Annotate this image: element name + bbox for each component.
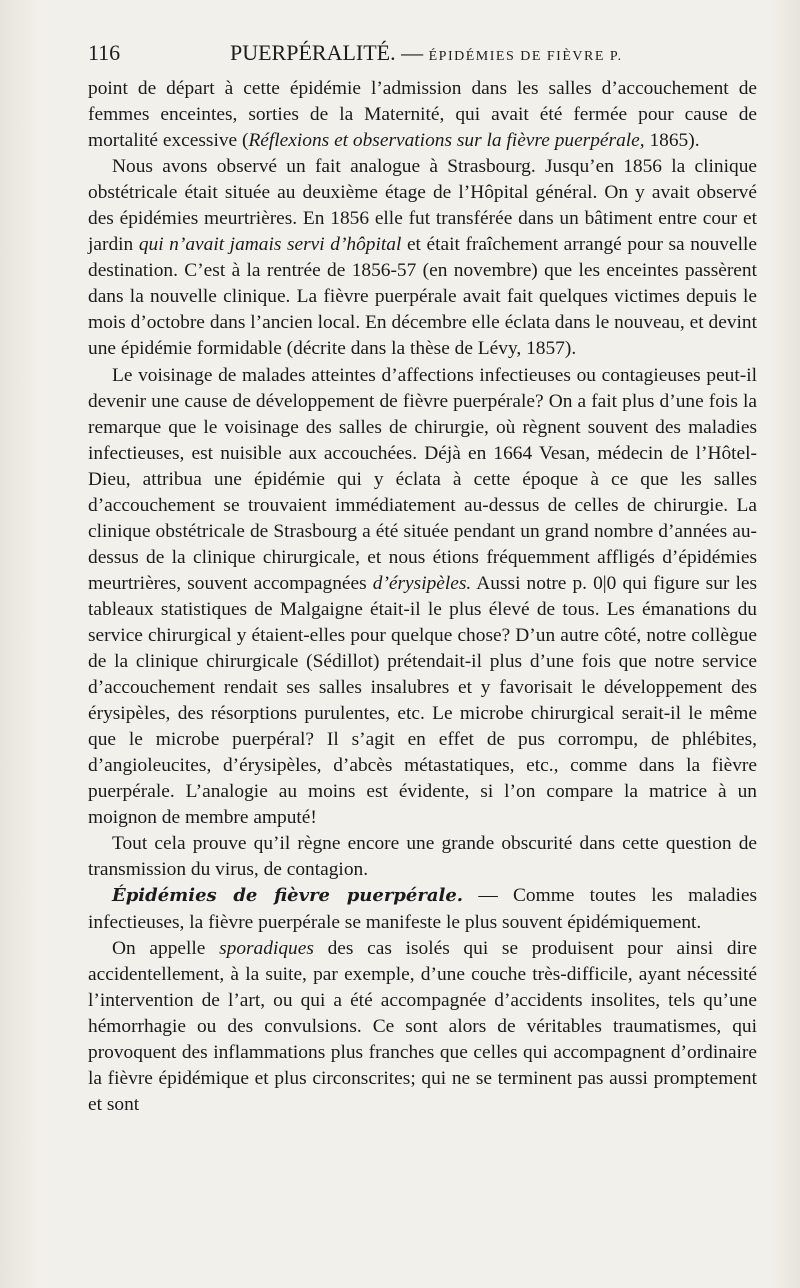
running-title-dash: — [395,40,429,65]
paragraph-4: Tout cela prouve qu’il règne encore une grande obscurité dans cette question de transmission du virus, de contagion. [88,833,757,881]
running-header [88,40,758,70]
paragraph-1-text-a: point de départ à cette épidémie l’admission dans les salles d’accouchement de femmes enceintes, sorties de la Maternité, qui avait été fermée pour cause de mortalité excessive ( [88,78,757,152]
paragraph-3-text-b: Aussi notre p. 0|0 qui figure sur les tableaux statistiques de Malgaigne était-il le plus élevé de tous. Les émanations du service chirurgical y étaient-elles pour quelque chose? D’un autre côté, notre collègue de la clinique chirurgicale (Sédillot) prétendait-il plus d’une fois que notre service d’accouchement rendait ses salles insalubres et y favorisait le développement des érysipèles, des résorptions purulentes, etc. Le microbe chirurgical serait-il le même que le microbe puerpéral? Il s’agit en effet de pus corrompu, de phlébites, d’angioleucites, d’érysipèles, d’abcès métastatiques, etc., comme dans la fièvre puerpérale. L’analogie au moins est évidente, si l’on compare la matrice à un moignon de membre amputé! [88,572,757,829]
paragraph-2 [88,154,757,362]
paragraph-5-text: — Comme toutes les maladies infectieuses, la fièvre puerpérale se manifeste le plus souvent épidémiquement. [88,885,757,933]
paragraph-2-text-b: et était fraîchement arrangé pour sa nouvelle destination. C’est à la rentrée de 1856-57 (en novembre) que les enceintes passèrent dans la nouvelle clinique. La fièvre puerpérale avait fait quelques victimes depuis le mois d’octobre dans l’ancien local. En décembre elle éclata dans le nouveau, et devint une épidémie formidable (décrite dans la thèse de Lévy, 1857). [88,234,757,360]
running-title-main: PUERPÉRALITÉ. [230,40,396,65]
paragraph-6 [88,936,757,1118]
paragraph-6-emphasis: sporadiques [219,937,314,959]
paragraph-5 [88,883,757,935]
paragraph-6-text-b: des cas isolés qui se produisent pour ainsi dire accidentellement, à la suite, par exemple, d’une couche très-difficile, ayant nécessité l’intervention de l’art, ou qui a été accompagnée d’accidents insolites, tels qu’une hémorrhagie ou des convulsions. Ce sont alors de véritables traumatismes, qui provoquent des inflammations plus franches que celles qui accompagnent d’ordinaire la fièvre épidémique et plus circonscrites; qui ne se terminent pas aussi promptement et sont [88,937,757,1115]
paragraph-2-text-a: Nous avons observé un fait analogue à Strasbourg. Jusqu’en 1856 la clinique obstétricale était située au deuxième étage de l’Hôpital général. On y avait observé des épidémies meurtrières. En 1856 elle fut transférée dans un bâtiment entre cour et jardin [88,156,757,256]
paragraph-2-emphasis: qui n’avait jamais servi d’hôpital [138,234,402,256]
page-body-text [88,76,757,1118]
paragraph-6-text-a: On appelle [112,937,220,959]
running-title [230,40,623,66]
running-title-sub: ÉPIDÉMIES DE FIÈVRE P. [428,49,623,64]
page-number: 116 [88,40,121,65]
paragraph-3 [88,363,757,832]
section-heading: Épidémies de fièvre puerpérale. [112,885,464,907]
paragraph-1 [88,76,757,154]
paragraph-3-text-a: Le voisinage de malades atteintes d’affections infectieuses ou contagieuses peut-il devenir une cause de développement de fièvre puerpérale? On a fait plus d’une fois la remarque que le voisinage des salles de chirurgie, où règnent souvent des maladies infectieuses, est nuisible aux accouchées. Déjà en 1664 Vesan, médecin de l’Hôtel-Dieu, attribua une épidémie qui y éclata à cette époque à ce que les salles d’accouchement se trouvaient immédiatement au-dessus de celles de chirurgie. La clinique obstétricale de Strasbourg a été située pendant un grand nombre d’années au-dessus de la clinique chirurgicale, et nous étions fréquemment affligés d’épidémies meurtrières, souvent accompagnées [88,364,757,594]
paragraph-3-emphasis: d’érysipèles. [372,572,472,594]
paragraph-1-text-b: 1865). [644,130,700,152]
paragraph-1-citation: Réflexions et observations sur la fièvre puerpérale, [248,130,645,152]
